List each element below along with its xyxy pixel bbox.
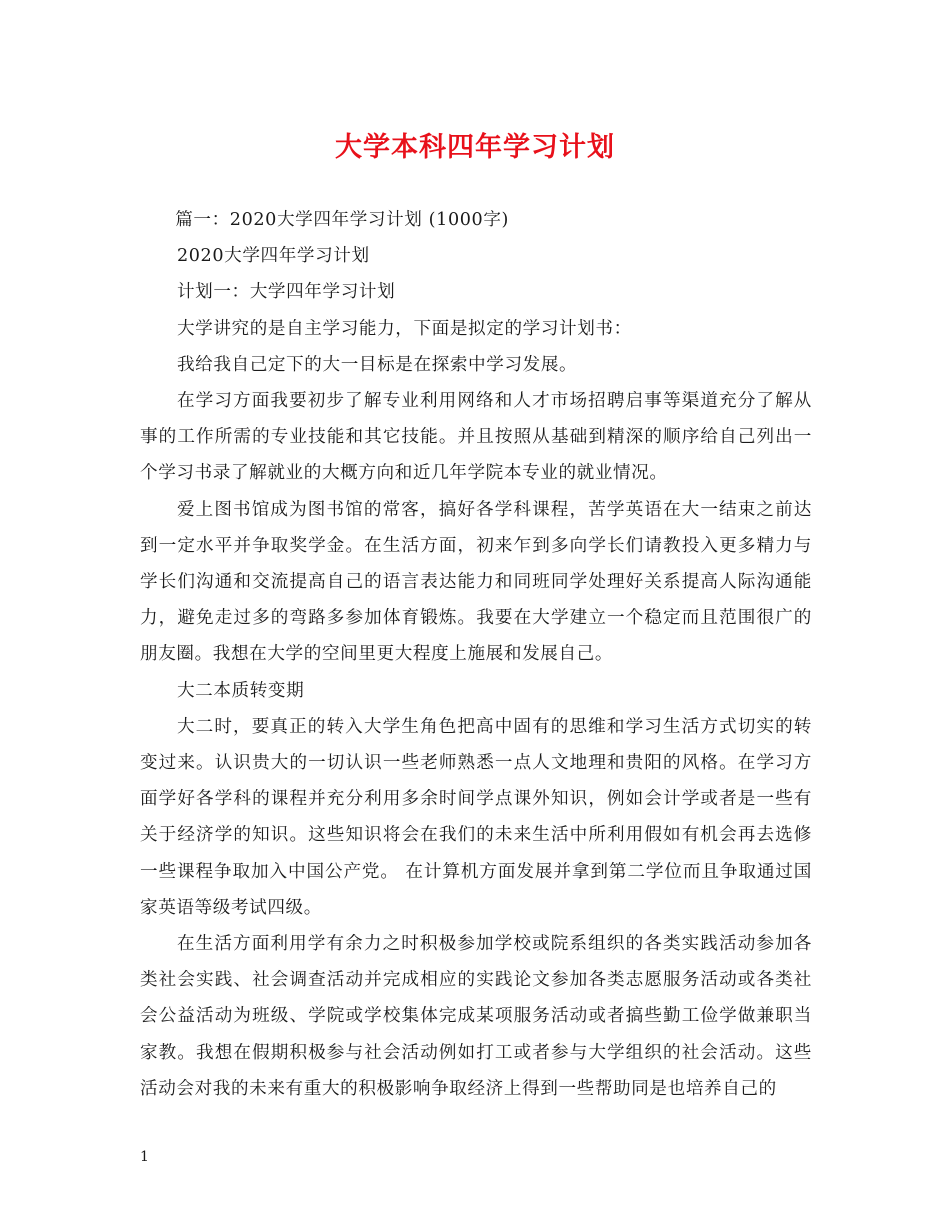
paragraph: 爱上图书馆成为图书馆的常客，搞好各学科课程，苦学英语在大一结束之前达到一定水平并争取奖学金。在生活方面，初来乍到多向学长们请教投入更多精力与学长们沟通和交流提高自己的语言表达能力和同班同学处理好关系提高人际沟通能力，避免走过多的弯路多参加体育锻炼。我要在大学建立一个稳定而且范围很广的朋友圈。我想在大学的空间里更大程度上施展和发展自己。 xyxy=(140,499,812,665)
paragraph: 计划一：大学四年学习计划 xyxy=(176,282,396,303)
paragraph: 2020大学四年学习计划 xyxy=(176,246,370,267)
document-title: 大学本科四年学习计划 xyxy=(335,132,615,163)
document-body xyxy=(140,202,812,1107)
paragraph: 我给我自己定下的大一目标是在探索中学习发展。 xyxy=(176,354,578,375)
paragraph: 篇一：2020大学四年学习计划 (1000字) xyxy=(175,210,509,230)
page-number: 1 xyxy=(140,1149,149,1165)
section-heading: 大二本质转变期 xyxy=(176,680,305,701)
paragraph: 在生活方面利用学有余力之时积极参加学校或院系组织的各类实践活动参加各类社会实践、社会调查活动并完成相应的实践论文参加各类志愿服务活动或各类社会公益活动为班级、学院或学校集体完成某项服务活动或者搞些勤工俭学做兼职当家教。我想在假期积极参与社会活动例如打工或者参与大学组织的社会活动。这些活动会对我的未来有重大的积极影响争取经济上得到一些帮助同是也培养自己的 xyxy=(140,934,812,1099)
paragraph: 在学习方面我要初步了解专业利用网络和人才市场招聘启事等渠道充分了解从事的工作所需的专业技能和其它技能。并且按照从基础到精深的顺序给自己列出一个学习书录了解就业的大概方向和近几年学院本专业的就业情况。 xyxy=(140,391,812,484)
paragraph: 大二时，要真正的转入大学生角色把高中固有的思维和学习生活方式切实的转变过来。认识贵大的一切认识一些老师熟悉一点人文地理和贵阳的风格。在学习方面学好各学科的课程并充分利用多余时间学点课外知识，例如会计学或者是一些有关于经济学的知识。这些知识将会在我们的未来生活中所利用假如有机会再去选修一些课程争取加入中国公产党。 在计算机方面发展并拿到第二学位而且争取通过国家英语等级考试四级。 xyxy=(140,716,812,918)
paragraph: 大学讲究的是自主学习能力，下面是拟定的学习计划书： xyxy=(176,318,632,339)
